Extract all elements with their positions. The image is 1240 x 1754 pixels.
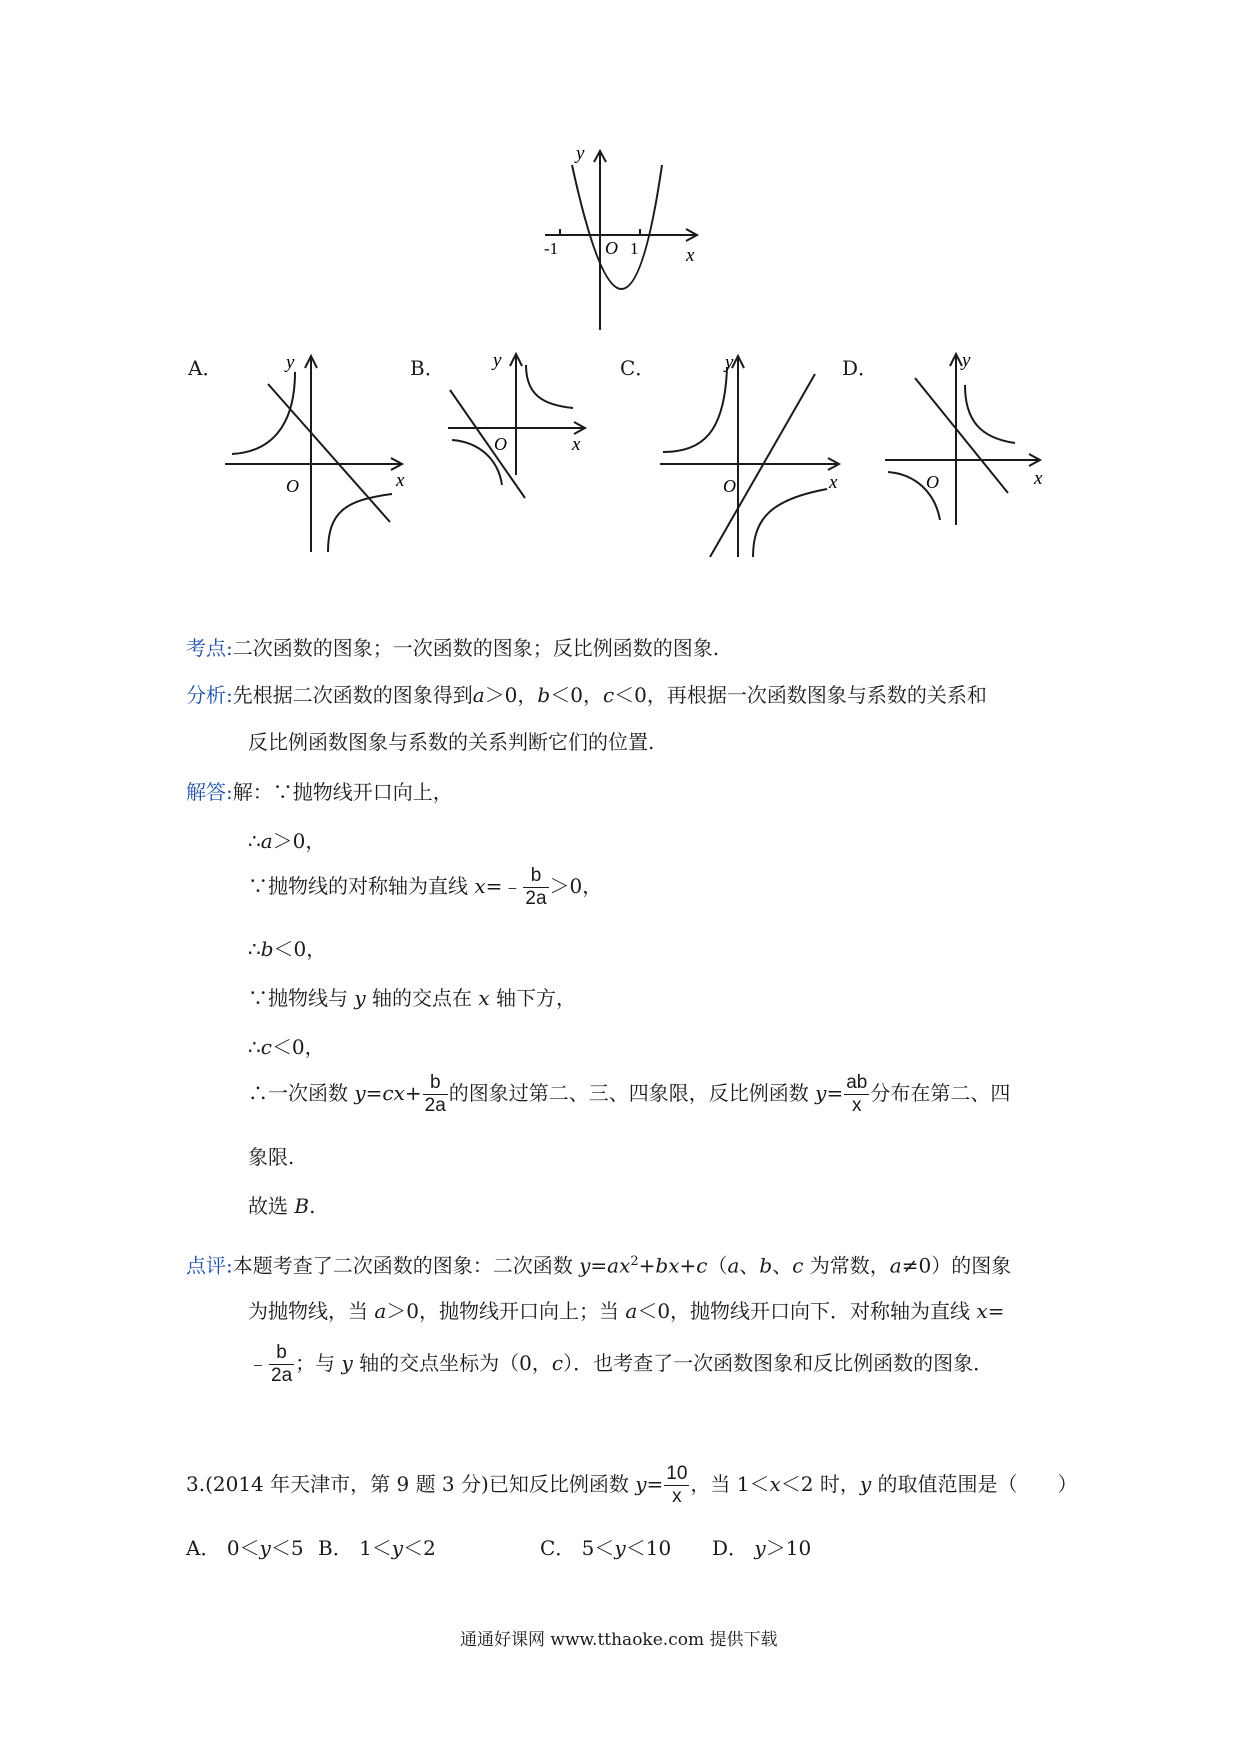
option-a-letter: A． (188, 356, 223, 380)
option-b-letter: B． (410, 356, 445, 380)
option-c-graph (655, 352, 855, 562)
y-axis-label: y (576, 145, 585, 164)
svg-text:O: O (723, 476, 736, 496)
tick-label-minus-one: -1 (544, 239, 559, 258)
jieda-line-5: ∵抛物线与 y 轴的交点在 x 轴下方， (248, 986, 577, 1010)
dianping-line-3: ﹣ $\frac{b}{2a}$ ；与 y 轴的交点坐标为（0，c）．也考查了一次函数图象和反比例函数的图象． (248, 1342, 994, 1386)
jieda-label: 解答: (186, 780, 233, 804)
question-3-option-d[interactable]: D． y＞10 (712, 1536, 812, 1560)
question-3-stem: 3.(2014 年天津市，第 9 题 3 分)已知反比例函数 y= $\frac{10}{x}$ ，当 1＜x＜2 时，y 的取值范围是（ ） (186, 1463, 1078, 1507)
fraction-10-over-x: $\frac{10}{x}$ (666, 1463, 688, 1507)
jieda-line-4: ∴b＜0， (248, 937, 327, 961)
option-c-letter: C． (620, 356, 656, 380)
fenxi-line-1: 分析:先根据二次函数的图象得到a＞0，b＜0，c＜0，再根据一次函数图象与系数的关系和 (186, 683, 987, 707)
kaodian-label: 考点: (186, 636, 233, 660)
x-axis-label: x (686, 245, 695, 266)
tick-label-one: 1 (630, 239, 639, 258)
option-a-graph (220, 352, 410, 562)
svg-text:y: y (493, 350, 502, 371)
svg-text:O: O (494, 434, 507, 454)
fenxi-label: 分析: (186, 683, 233, 707)
origin-label: O (605, 238, 618, 258)
jieda-line-9: 故选 B. (248, 1194, 316, 1218)
question-3-option-c[interactable]: C． 5＜y＜10 (540, 1536, 672, 1560)
parabola-curve (572, 165, 662, 289)
parabola-graph (530, 145, 710, 345)
dianping-label: 点评: (186, 1253, 233, 1278)
jieda-line-8: 象限. (248, 1145, 295, 1169)
svg-text:y: y (286, 352, 295, 373)
jieda-line-7: ∴一次函数 y=cx+ $\frac{b}{2a}$ 的图象过第二、三、四象限，反比例函数 y= $\frac{ab}{x}$ 分布在第二、四 (248, 1072, 1011, 1116)
jieda-line-6: ∴c＜0， (248, 1035, 325, 1059)
svg-text:y: y (962, 350, 971, 371)
option-d-letter: D． (842, 356, 879, 380)
dianping-line-1: 点评:本题考查了二次函数的图象：二次函数 $y=ax^2+bx+c(a$、b、c 为常数，a≠0）的图象 (186, 1253, 1012, 1278)
svg-text:x: x (572, 434, 581, 455)
question-3-option-b[interactable]: B． 1＜y＜2 (318, 1536, 436, 1560)
fraction-b-over-2a-3: $\frac{b}{2a}$ (271, 1342, 293, 1386)
fraction-b-over-2a-2: $\frac{b}{2a}$ (424, 1072, 446, 1116)
svg-text:O: O (286, 476, 299, 496)
fenxi-line-2: 反比例函数图象与系数的关系判断它们的位置. (248, 730, 655, 754)
jieda-line-3: ∵抛物线的对称轴为直线 x=﹣ $\frac{b}{2a}$ ＞0， (248, 865, 603, 909)
page-footer: 通通好课网 www.tthaoke.com 提供下载 (460, 1630, 778, 1650)
fraction-b-over-2a: $\frac{b}{2a}$ (525, 865, 547, 909)
jieda-line-1: 解答:解：∵抛物线开口向上， (186, 780, 453, 804)
question-3-option-a[interactable]: A． 0＜y＜5 (186, 1536, 304, 1560)
dianping-line-2: 为抛物线，当 a＞0，抛物线开口向上；当 a＜0，抛物线开口向下．对称轴为直线 x= (248, 1299, 1005, 1323)
svg-text:x: x (396, 470, 405, 491)
svg-text:x: x (1034, 468, 1043, 489)
option-b-graph (438, 350, 598, 510)
jieda-line-2: ∴a＞0， (248, 829, 326, 853)
option-d-graph (880, 350, 1060, 530)
kaodian-row (186, 636, 719, 660)
fraction-ab-over-x: $\frac{ab}{x}$ (846, 1072, 868, 1116)
svg-text:y: y (725, 352, 734, 373)
svg-text:x: x (829, 472, 838, 493)
kaodian-text: 二次函数的图象；一次函数的图象；反比例函数的图象. (232, 636, 720, 660)
svg-text:O: O (926, 472, 939, 492)
